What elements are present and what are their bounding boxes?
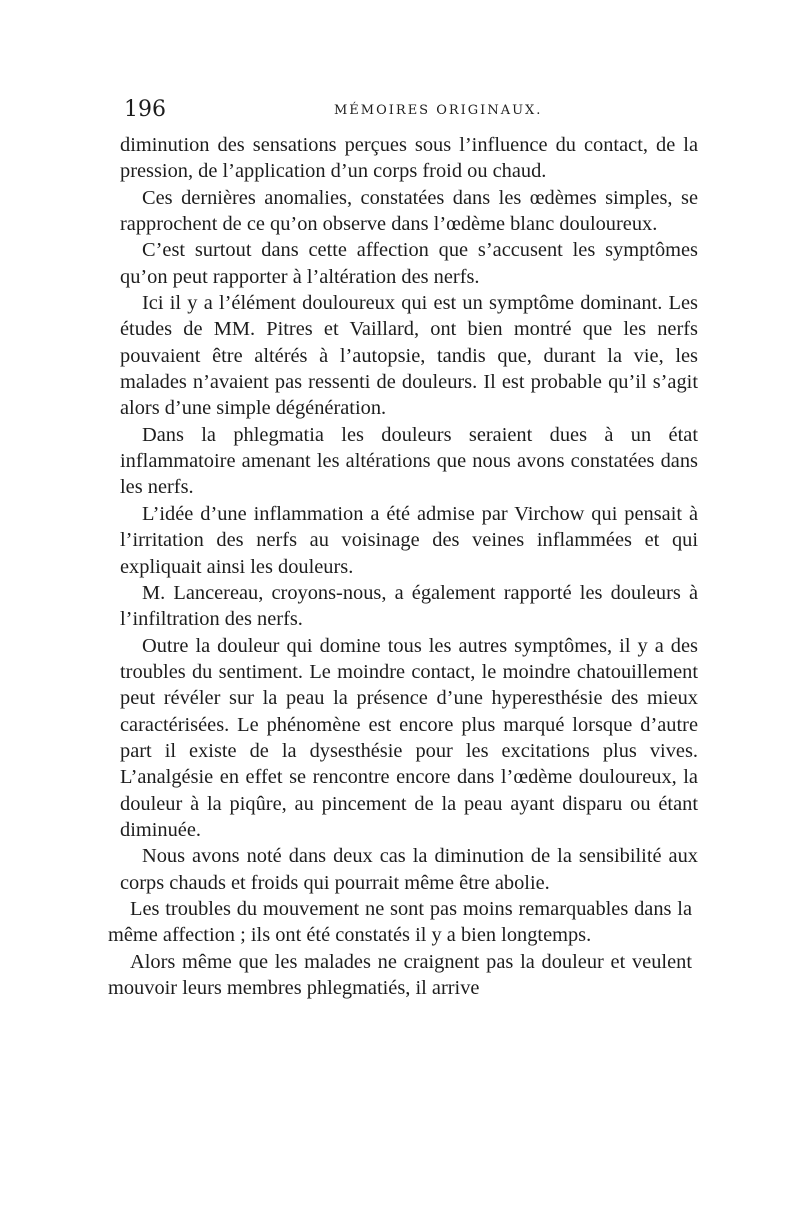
paragraph: Les troubles du mouvement ne sont pas moins remarquables dans la même affection ; ils ont été constatés il y a bien longtemps. <box>108 897 692 947</box>
paragraph: Ici il y a l’élément douloureux qui est un symptôme dominant. Les études de MM. Pitres et Vaillard, ont bien montré que les nerfs pouvaient être altérés à l’autopsie, tandis que, durant la vie, les malades n’avaient pas ressenti de douleurs. Il est probable qu’il s’agit alors d’une simple dégénération. <box>120 292 698 420</box>
running-head: MÉMOIRES ORIGINAUX. <box>334 103 543 118</box>
paragraph: Dans la phlegmatia les douleurs seraient dues à un état inflammatoire amenant les altérations que nous avons constatées dans les nerfs. <box>120 423 698 499</box>
paragraph: Nous avons noté dans deux cas la diminution de la sensibilité aux corps chauds et froids qui pourrait même être abolie. <box>120 845 698 894</box>
paragraph: Outre la douleur qui domine tous les autres symptômes, il y a des troubles du sentiment. Le moindre contact, le moindre chatouillement peut révéler sur la peau la présence d’une hyperesthésie des mieux caractérisées. Le phénomène est encore plus marqué lorsque d’autre part il existe de la dysesthésie pour les excitations plus vives. L’analgésie en effet se rencontre encore dans l’œdème douloureux, la douleur à la piqûre, au pincement de la peau ayant disparu ou étant diminuée. <box>120 634 698 841</box>
paragraph: diminution des sensations perçues sous l’influence du contact, de la pression, de l’application d’un corps froid ou chaud. <box>120 134 698 183</box>
page-header <box>124 96 700 124</box>
page-number: 196 <box>124 97 166 122</box>
paragraph: C’est surtout dans cette affection que s’accusent les symptômes qu’on peut rapporter à l’altération des nerfs. <box>120 239 698 288</box>
paragraph: Ces dernières anomalies, constatées dans les œdèmes simples, se rapprochent de ce qu’on observe dans l’œdème blanc douloureux. <box>120 186 698 236</box>
paragraph: M. Lancereau, croyons-nous, a également rapporté les douleurs à l’infiltration des nerfs. <box>120 581 698 631</box>
body-text <box>108 132 698 1001</box>
paragraph: Alors même que les malades ne craignent pas la douleur et veulent mouvoir leurs membres phlegmatiés, il arrive <box>108 950 692 999</box>
paragraph: L’idée d’une inflammation a été admise par Virchow qui pensait à l’irritation des nerfs au voisinage des veines inflammées et qui expliquait ainsi les douleurs. <box>120 502 698 578</box>
